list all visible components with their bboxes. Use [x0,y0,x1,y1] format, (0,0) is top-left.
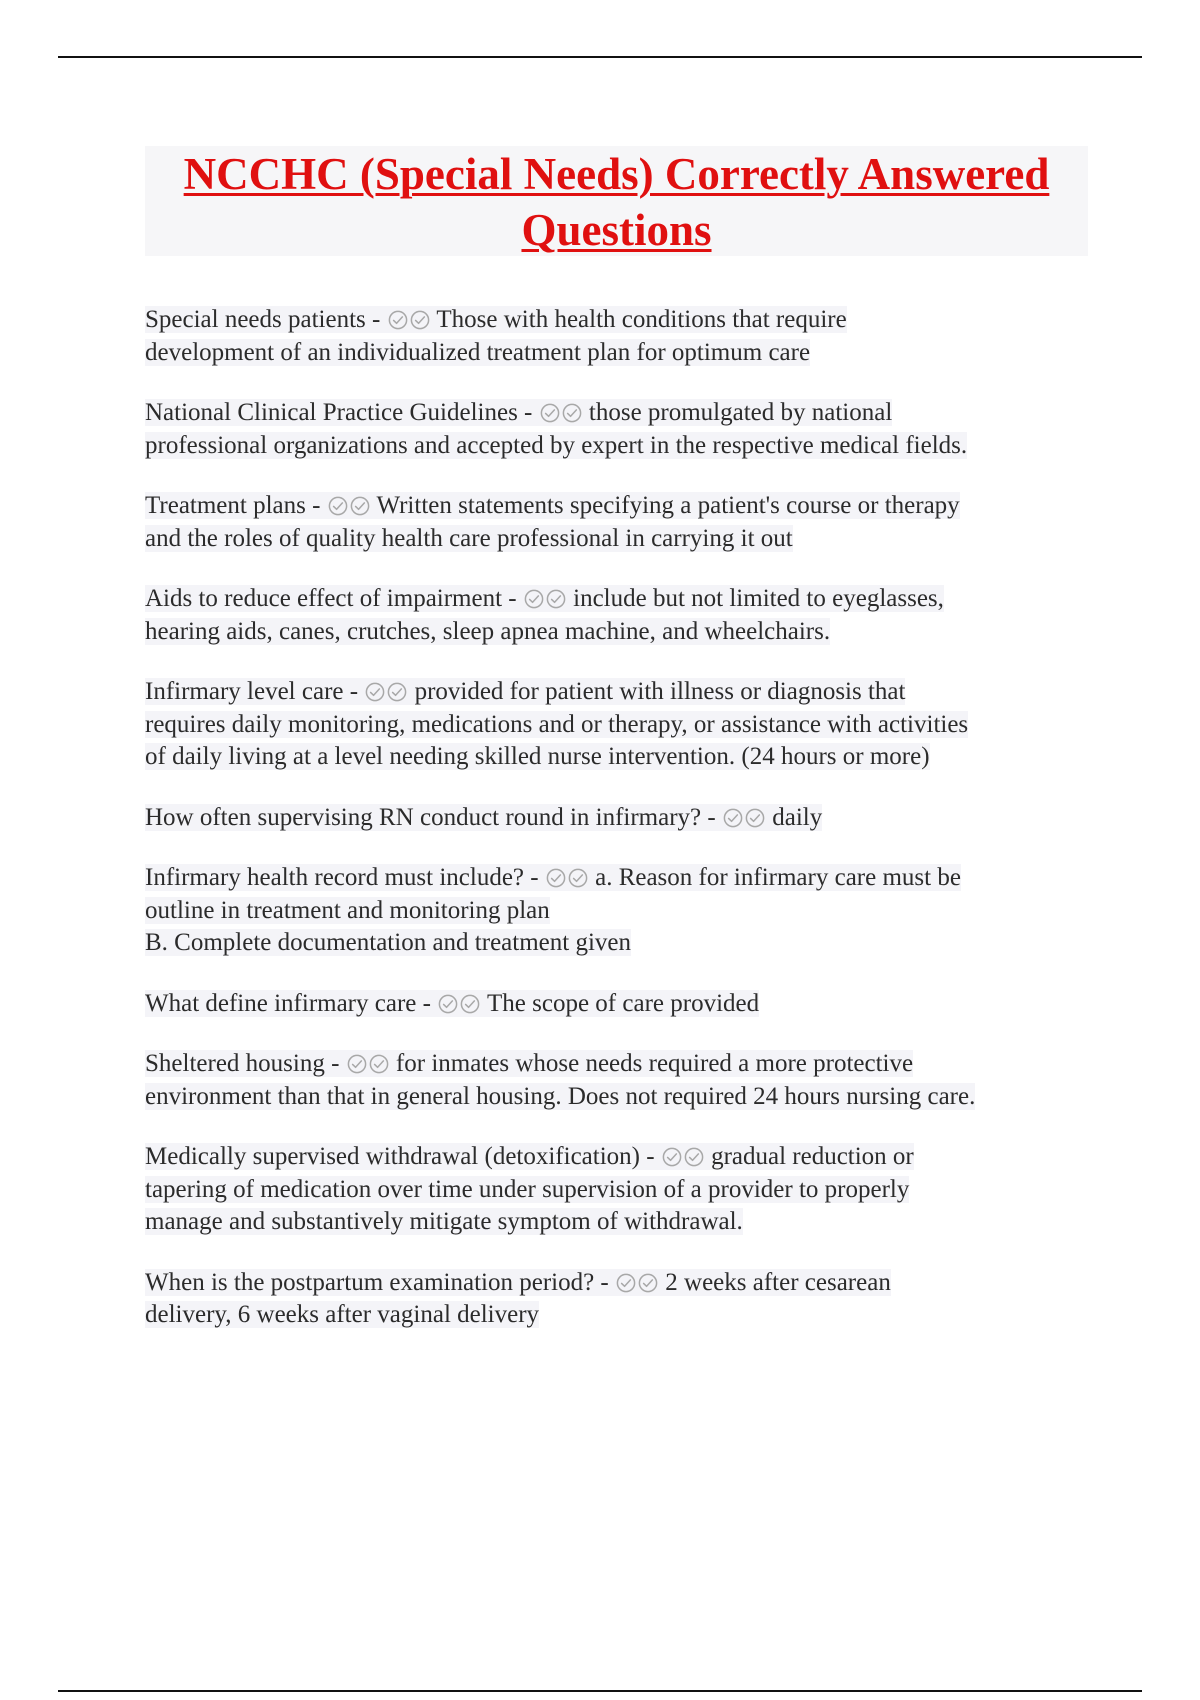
qa-term: Special needs patients - [145,306,381,333]
qa-term: When is the postpartum examination period? - [145,1268,609,1296]
qa-answer-text: of daily living at a level needing skilled nurse intervention. (24 hours or more) [145,743,930,770]
qa-first-line [145,306,847,333]
qa-item [145,862,1095,960]
qa-term: Infirmary level care - [145,678,359,705]
qa-term: What define infirmary care - [145,989,431,1017]
qa-item [145,988,1095,1021]
qa-answer-text: hearing aids, canes, crutches, sleep apnea machine, and wheelchairs. [145,617,831,645]
qa-answer-text: and the roles of quality health care professional in carrying it out [145,524,793,552]
qa-term: Sheltered housing - [145,1050,340,1077]
qa-item [145,1048,1095,1113]
qa-item [145,397,1095,462]
qa-term: Treatment plans - [145,492,321,519]
qa-answer-text: development of an individualized treatment plan for optimum care [145,338,811,366]
qa-item [145,676,1095,774]
check-circle-icon [365,682,385,702]
qa-item [145,802,1095,835]
check-circle-icon [388,310,408,330]
qa-answer-text: manage and substantively mitigate symptom of withdrawal. [145,1208,743,1235]
qa-answer-text: include but not limited to eyeglasses, [573,585,944,612]
qa-answer-text: Written statements specifying a patient's course or therapy [376,492,960,519]
qa-answer-line [145,711,968,738]
qa-first-line [145,1143,914,1170]
qa-answer-line [145,1083,975,1110]
qa-answer-line [145,339,810,366]
page-title-line-1: NCCHC (Special Needs) Correctly Answered [183,149,1050,199]
qa-first-line [145,804,822,831]
qa-first-line [145,492,960,519]
qa-answer-text: B. Complete documentation and treatment given [145,929,631,956]
qa-item [145,1267,1095,1332]
footer-rule [58,1690,1142,1692]
qa-answer-line [145,929,631,956]
check-circle-icon [562,403,582,423]
check-circle-icon [350,496,370,516]
check-circle-icon [684,1147,704,1167]
qa-item [145,304,1095,369]
qa-first-line [145,585,944,612]
qa-answer-text: gradual reduction or [711,1143,914,1170]
check-circle-icon [540,403,560,423]
qa-item [145,583,1095,648]
qa-answer-text: environment than that in general housing. Does not required 24 hours nursing care. [145,1082,976,1110]
qa-term: Medically supervised withdrawal (detoxification) - [145,1143,655,1170]
qa-answer-line [145,432,967,459]
check-circle-icon [460,994,480,1014]
qa-item [145,1141,1095,1239]
check-circle-icon [438,994,458,1014]
qa-first-line [145,990,759,1017]
qa-answer-line [145,1208,743,1235]
check-circle-icon [616,1273,636,1293]
qa-answer-text: outline in treatment and monitoring plan [145,896,550,924]
page-title [145,146,1088,256]
qa-term: National Clinical Practice Guidelines - [145,399,533,426]
qa-answer-text: a. Reason for infirmary care must be [595,864,961,891]
qa-answer-line [145,897,550,924]
check-circle-icon [546,868,566,888]
check-circle-icon [723,808,743,828]
check-circle-icon [387,682,407,702]
qa-term: Aids to reduce effect of impairment - [145,585,517,612]
check-circle-icon [546,589,566,609]
qa-first-line [145,864,961,891]
qa-answer-line [145,525,793,552]
qa-answer-line [145,1176,909,1203]
qa-answer-line [145,618,830,645]
qa-term: Infirmary health record must include? - [145,864,539,891]
qa-answer-text: provided for patient with illness or diagnosis that [414,678,906,705]
qa-item [145,490,1095,555]
qa-answer-text: delivery, 6 weeks after vaginal delivery [145,1301,540,1328]
qa-first-line [145,678,905,705]
qa-answer-text: daily [772,803,823,831]
check-circle-icon [328,496,348,516]
check-circle-icon [568,868,588,888]
qa-answer-text: those promulgated by national [588,399,893,426]
qa-answer-line [145,1301,539,1328]
qa-answer-text: Those with health conditions that require [436,306,847,333]
qa-first-line [145,1269,891,1296]
header-rule [58,56,1142,58]
qa-answer-text: tapering of medication over time under supervision of a provider to properly [145,1175,910,1203]
qa-list [145,304,1095,1360]
qa-first-line [145,399,892,426]
check-circle-icon [369,1054,389,1074]
qa-answer-text: requires daily monitoring, medications and or therapy, or assistance with activities [145,710,969,738]
check-circle-icon [638,1273,658,1293]
check-circle-icon [410,310,430,330]
qa-answer-text: 2 weeks after cesarean [665,1268,891,1296]
check-circle-icon [745,808,765,828]
qa-answer-text: for inmates whose needs required a more protective [395,1050,914,1077]
qa-answer-text: professional organizations and accepted by expert in the respective medical fields. [145,431,968,459]
page-title-line-2: Questions [521,205,712,255]
check-circle-icon [662,1147,682,1167]
qa-term: How often supervising RN conduct round in infirmary? - [145,803,716,831]
qa-first-line [145,1050,913,1077]
qa-answer-text: The scope of care provided [487,989,760,1017]
qa-answer-line [145,743,930,770]
check-circle-icon [524,589,544,609]
check-circle-icon [347,1054,367,1074]
